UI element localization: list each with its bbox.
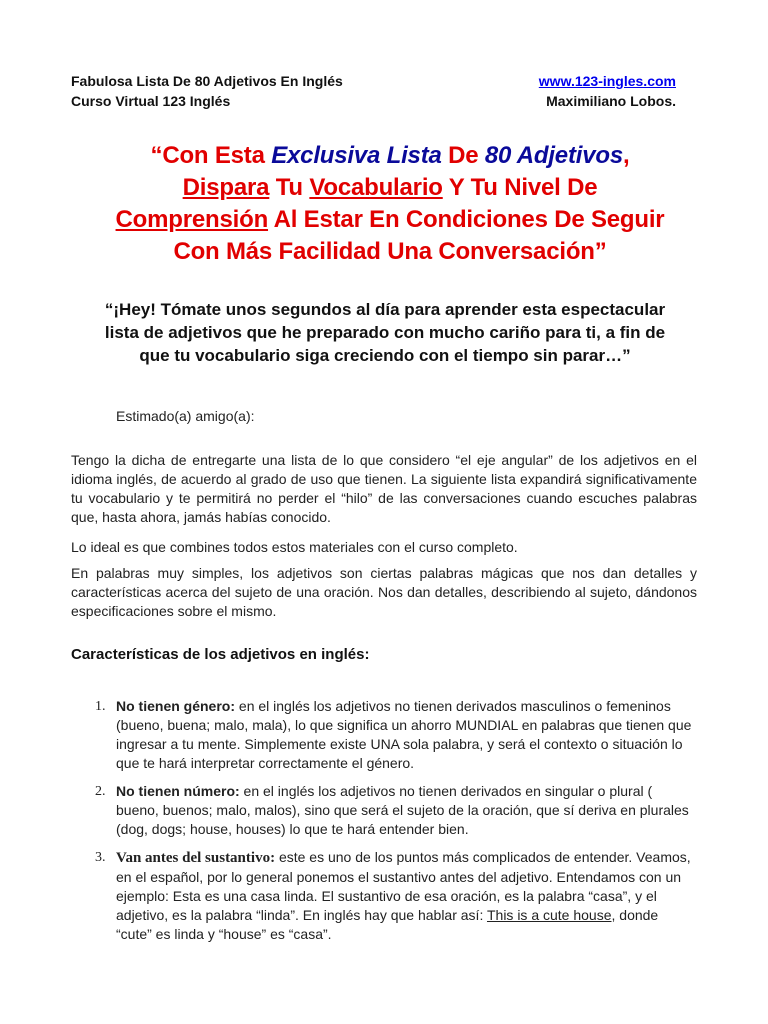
quote-line: “¡Hey! Tómate unos segundos al día para aprender esta espectacular — [104, 300, 666, 319]
headline-emphasis: 80 Adjetivos — [484, 142, 623, 169]
headline — [60, 140, 720, 268]
list-item-text: este es uno de los puntos más complicados de entender. Veamos, en el español, por lo general ponemos el sustantivo antes del adjetivo. Entendamos con un ejemplo: Esta es una casa linda. El sustantivo de esa oración, es la palabra “casa”, y el adjetivo, es la palabra “linda”. En inglés hay que hablar así: — [116, 849, 691, 923]
list-item-tail: , donde “cute” es linda y “house” es “casa”. — [116, 907, 659, 942]
headline-text: , — [622, 142, 630, 169]
document-title: Fabulosa Lista De 80 Adjetivos En Inglés — [71, 73, 343, 89]
list-number: 2. — [95, 784, 106, 799]
list-number: 1. — [95, 699, 106, 714]
course-name: Curso Virtual 123 Inglés — [71, 93, 231, 109]
headline-underlined: Dispara — [182, 174, 270, 201]
headline-text: Y Tu Nivel De — [442, 174, 598, 201]
list-item — [71, 697, 697, 773]
example-phrase: This is a cute house — [486, 907, 612, 923]
website-link[interactable]: www.123-ingles.com — [538, 73, 676, 89]
list-number: 3. — [95, 850, 106, 865]
greeting: Estimado(a) amigo(a): — [116, 408, 255, 424]
quote-line: que tu vocabulario siga creciendo con el tiempo sin parar…” — [139, 346, 631, 365]
list-item — [71, 782, 697, 839]
list-item — [71, 848, 697, 944]
list-item-text: en el inglés los adjetivos no tienen derivados en singular o plural ( bueno, buenos; malo, malos), sino que será el sujeto de la oración, que sí deriva en plurales (dog, dogs; house, houses) lo que te hará entender bien. — [116, 783, 689, 837]
header-left — [71, 71, 343, 111]
headline-text: “Con Esta — [150, 142, 272, 169]
section-title: Características de los adjetivos en inglés: — [71, 646, 370, 663]
header-right — [539, 71, 676, 111]
headline-text: Al Estar En Condiciones De Seguir — [268, 206, 665, 233]
headline-text: De — [441, 142, 485, 169]
quote-line: lista de adjetivos que he preparado con mucho cariño para ti, a fin de — [104, 323, 666, 342]
headline-emphasis: Exclusiva Lista — [271, 142, 442, 169]
paragraph-intro: Tengo la dicha de entregarte una lista de lo que considero “el eje angular” de los adjetivos en el idioma inglés, de acuerdo al grado de uso que tienen. La siguiente lista expandirá significativamente tu vocabulario y te permitirá no perder el “hilo” de las conversaciones cuando escuches palabras que, hasta ahora, jamás habías conocido. — [71, 452, 697, 525]
paragraph-combine: Lo ideal es que combines todos estos materiales con el curso completo. — [71, 539, 518, 555]
intro-quote — [70, 298, 700, 367]
list-item-lead: No tienen género: — [116, 698, 236, 714]
headline-line-3 — [60, 204, 720, 236]
characteristics-list — [71, 697, 697, 953]
paragraph-definition: En palabras muy simples, los adjetivos son ciertas palabras mágicas que nos dan detalles y características acerca del sujeto de una oración. Nos dan detalles, describiendo al sujeto, dándonos especificaciones sobre el mismo. — [71, 565, 697, 619]
author-name: Maximiliano Lobos. — [546, 93, 676, 109]
headline-line-4: Con Más Facilidad Una Conversación” — [173, 238, 607, 265]
list-item-lead: No tienen número: — [116, 783, 240, 799]
headline-underlined: Vocabulario — [309, 174, 443, 201]
headline-underlined: Comprensión — [115, 206, 269, 233]
list-item-text: en el inglés los adjetivos no tienen derivados masculinos o femeninos (bueno, buena; malo, mala), lo que significa un ahorro MUNDIAL en palabras que tienen que ingresar a tu mente. Simplemente existe UNA sola palabra, y será el contexto o situación lo que te hará interpretar correctamente el género. — [116, 698, 692, 771]
headline-line-2 — [60, 172, 720, 204]
headline-line-1 — [60, 140, 720, 172]
list-item-lead: Van antes del sustantivo: — [116, 850, 276, 866]
headline-text: Tu — [269, 174, 310, 201]
